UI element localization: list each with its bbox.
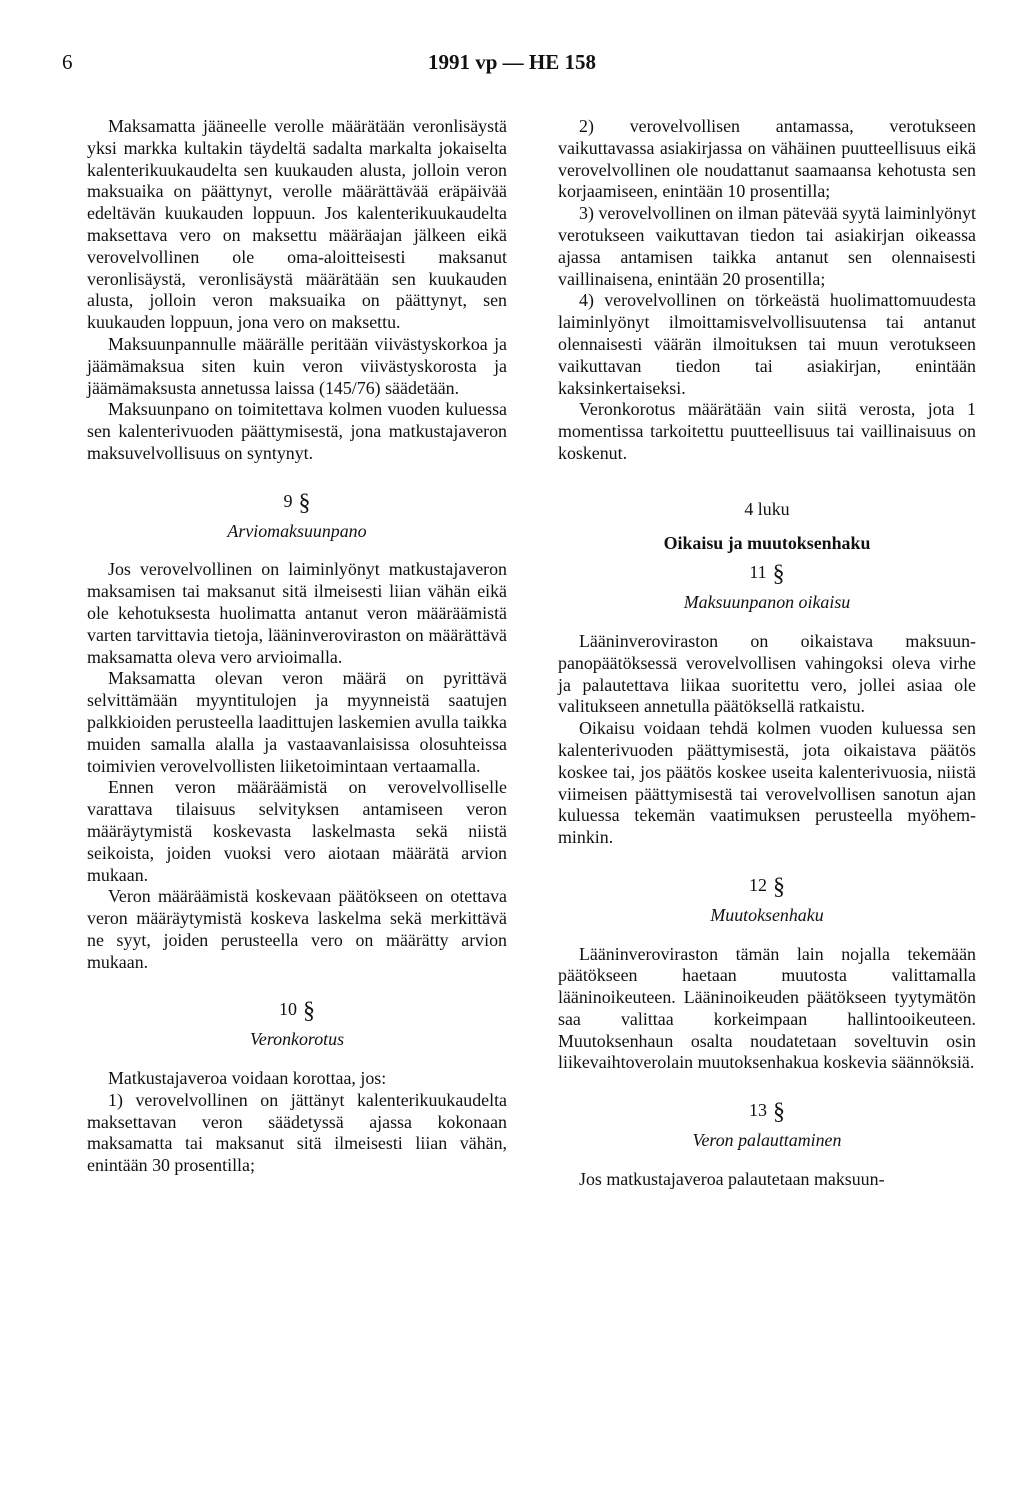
section-number: 13 bbox=[749, 1100, 767, 1121]
paragraph: Ennen veron määräämistä on verovelvolliselle varattava tilaisuus selvityksen antamiseen veron määräytymistä koskevasta laskelmasta sekä niistä seikoista, joiden vuoksi vero aiotaan määrätä arvion mukaan. bbox=[87, 777, 507, 885]
paragraph: Jos verovelvollinen on laiminlyönyt matkustajaveron maksamisen tai maksanut sitä ilmeisesti liian vähän eikä ole kehotuksesta huolimatta antanut veron määräämistä varten tarvittavia tietoja, lääninveroviraston on määrättävä maksamatta oleva vero arvioimalla. bbox=[87, 559, 507, 667]
list-item: 2) verovelvollisen antamassa, verotukseen vaikuttavassa asiakirjassa on vähäinen puutteellisuus eikä verovelvollinen ole noudattanut saamaansa kehotusta sen korjaamiseen, enintään 10 prosentilla; bbox=[558, 116, 976, 202]
section-number: 10 bbox=[279, 999, 297, 1020]
section-title-12: Muutoksenhaku bbox=[710, 904, 824, 925]
section-title-11: Maksuunpanon oikaisu bbox=[683, 592, 851, 613]
paragraph: Veron määräämistä koskevaan päätökseen on otettava veron määräytymistä koskeva laskelma sekä merkittävä ne syyt, joiden perusteella vero on määrätty arvion mukaan. bbox=[87, 886, 507, 972]
left-column bbox=[87, 116, 507, 1177]
section-number-13 bbox=[558, 1100, 976, 1124]
section-number-11 bbox=[558, 562, 976, 586]
page-number: 6 bbox=[62, 50, 73, 74]
list-item: 4) verovelvollinen on törkeästä huolimattomuudesta laiminlyönyt ilmoittamisvelvollisuutensa tai antanut olennaisesti väärän ilmoituksen tai muun verotukseen vaikuttavan tiedon tai asiakirjan, enintään kaksinkertaiseksi. bbox=[558, 290, 976, 398]
section-sign: § bbox=[773, 1099, 785, 1126]
paragraph: Maksuunpannulle määrälle peritään viivästyskorkoa ja jäämämaksua siten kuin veron viivästyskorosta ja jäämämaksusta annetussa laissa (145/76) säädetään. bbox=[87, 333, 507, 398]
section-title-13: Veron palauttaminen bbox=[692, 1130, 842, 1151]
paragraph: Lääninveroviraston on oikaistava maksuunpanopäätöksessä verovelvollisen vahingoksi oleva virhe ja palautettava liikaa suoritettu vero, jollei asiaa ole valitukseen annetulla päätöksellä ratkaistu. bbox=[558, 630, 976, 717]
right-column bbox=[558, 116, 976, 1191]
section-number-9 bbox=[87, 491, 507, 515]
paragraph: Maksamatta olevan veron määrä on pyrittävä selvittämään myyntitulojen ja myynneistä saatujen palkkioiden perusteella laadittujen laskemien avulla taikka muiden samalla alalla ja vastaavanlaisissa olosuhteissa toimivien verovelvollisten liiketoimintaan vertaamalla. bbox=[87, 668, 507, 776]
section-sign: § bbox=[773, 873, 785, 900]
section-number: 11 bbox=[749, 562, 767, 583]
section-title-10: Veronkorotus bbox=[249, 1029, 345, 1050]
chapter-title: Oikaisu ja muutoksenhaku bbox=[663, 532, 871, 553]
paragraph: Maksamatta jääneelle verolle määrätään veronlisäystä yksi markka kultakin täydeltä sadalta markalta jokaiselta kalenterikuukaudelta sen kuukauden alusta, jolloin veron maksuaika on päättynyt, verolle määrättävää eräpäivää edeltävän kuukauden loppuun. Jos kalenterikuukaudelta maksettava vero on maksettu määräajan jälkeen eikä verovelvollinen ole oma-aloitteisesti maksanut veronlisäystä, veronlisäystä määrätään sen kuukauden alusta, jolloin veron maksuaika on päättynyt, sen kuukauden loppuun, jona vero on maksettu. bbox=[87, 116, 507, 333]
section-number-12 bbox=[558, 875, 976, 899]
section-sign: § bbox=[298, 489, 311, 516]
paragraph: Veronkorotus määrätään vain siitä verosta, jota 1 momentissa tarkoitettu puutteellisuus tai vaillinaisuus on koskenut. bbox=[558, 399, 976, 463]
section-number: 9 bbox=[283, 490, 293, 511]
paragraph: Matkustajaveroa voidaan korottaa, jos: bbox=[108, 1068, 387, 1089]
section-sign: § bbox=[772, 561, 785, 588]
chapter-label: 4 luku bbox=[744, 498, 790, 519]
list-item: 1) verovelvollinen on jättänyt kalenterikuukaudelta maksettavan veron säädetyssä ajassa kokonaan maksamatta tai maksanut sitä ilmeisesti liian vähän, enintään 30 prosentilla; bbox=[87, 1089, 507, 1176]
paragraph: Oikaisu voidaan tehdä kolmen vuoden kuluessa sen kalenterivuoden päättymisestä, jota oikaistava päätös koskee tai, jos päätös koskee useita kalenterivuosia, niistä viimeisen päättymisestä tai verovelvollisen sanotun ajan kuluessa tekemän vaatimuksen perusteella myöhemminkin. bbox=[558, 718, 976, 848]
paragraph: Lääninveroviraston tämän lain nojalla tekemään päätökseen haetaan muutosta valittamalla lääninoikeuteen. Lääninoikeuden päätökseen tyytymätön saa valittaa korkeimpaan hallintooikeuteen. Muutoksenhaun osalta noudatetaan soveltuvin osin liikevaihtoverolain muutoksenhakua koskevia säännöksiä. bbox=[558, 943, 976, 1073]
paragraph: Jos matkustajaveroa palautetaan maksuun- bbox=[579, 1168, 885, 1189]
running-head: 1991 vp — HE 158 bbox=[427, 50, 597, 74]
list-item: 3) verovelvollinen on ilman pätevää syytä laiminlyönyt verotukseen vaikuttavan tiedon tai asiakirjan oikeassa ajassa antamisen taikka antanut sen olennaisesti vaillinaisena, enintään 20 prosentilla; bbox=[558, 203, 976, 289]
section-title-9: Arviomaksuunpano bbox=[227, 520, 367, 541]
section-number: 12 bbox=[749, 874, 767, 895]
section-sign: § bbox=[303, 998, 315, 1025]
paragraph: Maksuunpano on toimitettava kolmen vuoden kuluessa sen kalenterivuoden päättymisestä, jona matkustajaveron maksuvelvollisuus on syntynyt. bbox=[87, 399, 507, 463]
section-number-10 bbox=[87, 999, 507, 1023]
